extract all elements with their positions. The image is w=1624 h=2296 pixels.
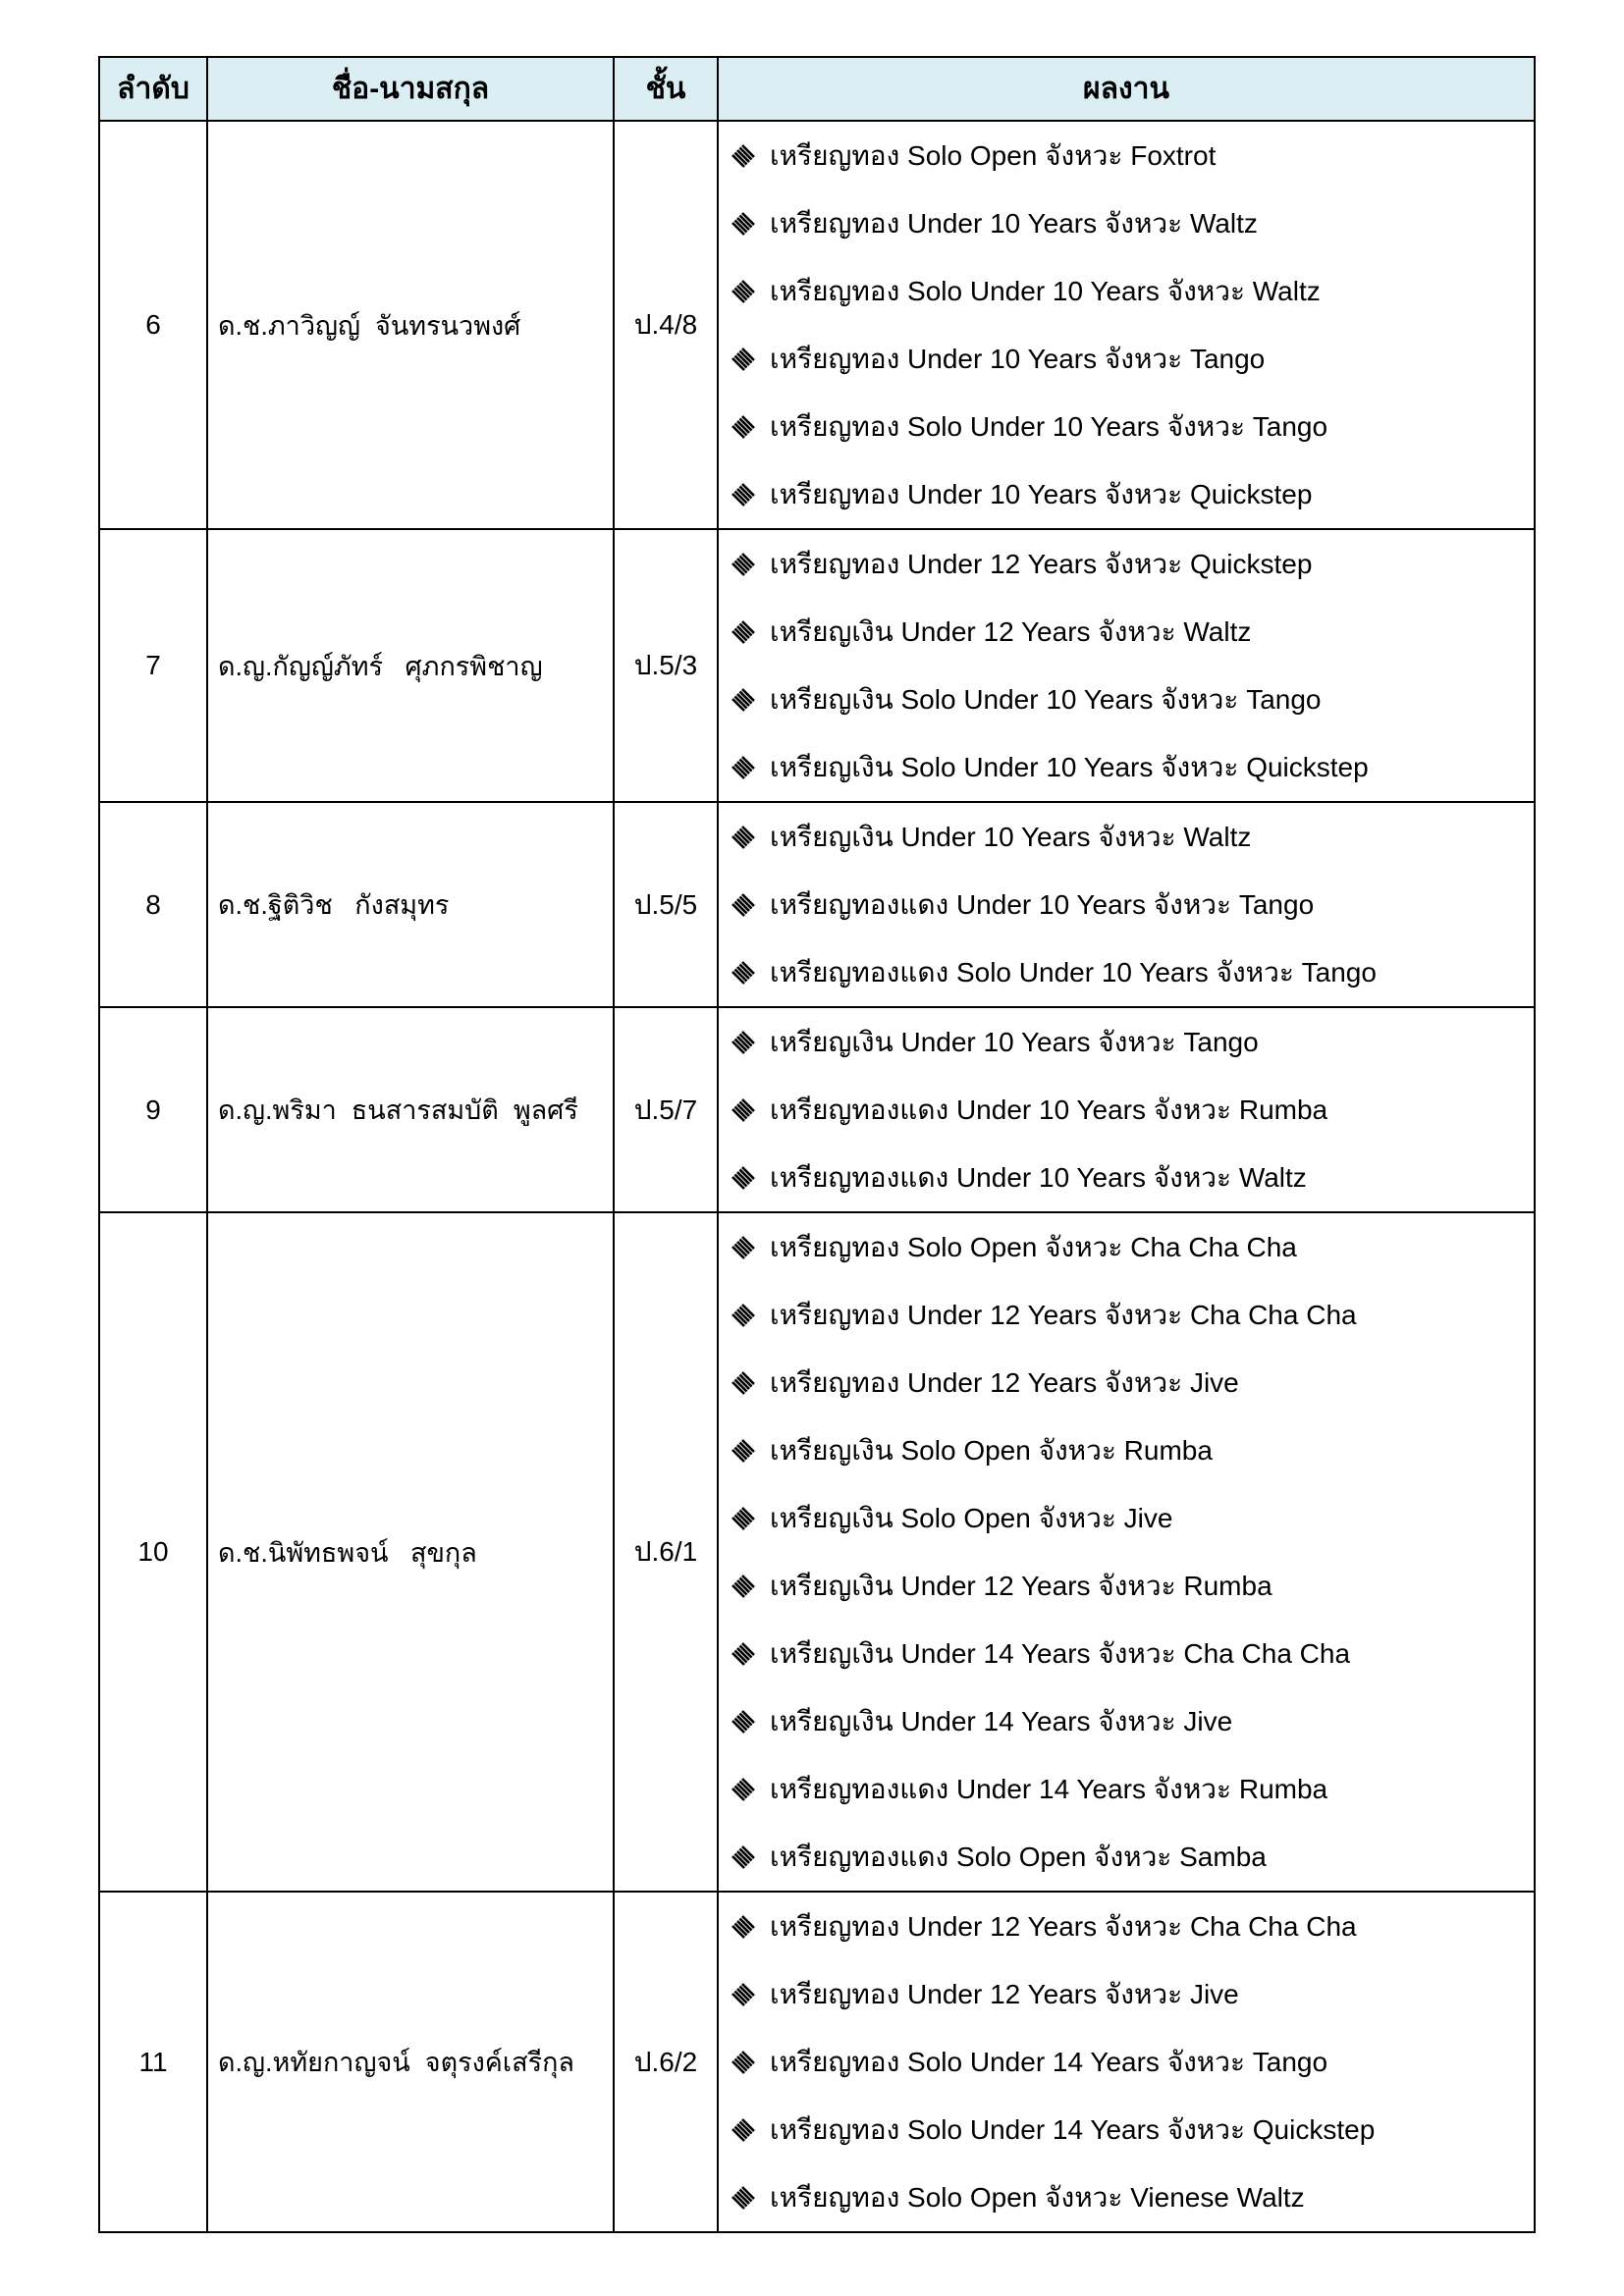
result-item xyxy=(731,122,1534,189)
table-row xyxy=(99,1212,1535,1892)
student-name: ด.ญ.กัญญ์ภัทร์ ศุภกรพิชาญ xyxy=(207,529,614,802)
student-name: ด.ญ.หทัยกาญจน์ จตุรงค์เสรีกุล xyxy=(207,1892,614,2232)
header-name: ชื่อ-นามสกุล xyxy=(207,57,614,121)
result-item xyxy=(731,2163,1534,2231)
student-name: ด.ช.ฐิติวิช กังสมุทร xyxy=(207,802,614,1007)
row-order-number: 11 xyxy=(99,1892,207,2232)
striped-diamond-bullet-icon xyxy=(731,1777,756,1802)
table-header xyxy=(99,57,1535,121)
striped-diamond-bullet-icon xyxy=(731,755,756,780)
striped-diamond-bullet-icon xyxy=(731,2185,756,2211)
result-item xyxy=(731,938,1534,1006)
result-text: เหรียญเงิน Solo Under 10 Years จังหวะ Quickstep xyxy=(770,751,1369,782)
striped-diamond-bullet-icon xyxy=(731,1030,756,1055)
results-cell xyxy=(718,802,1535,1007)
result-item xyxy=(731,598,1534,666)
striped-diamond-bullet-icon xyxy=(731,687,756,713)
striped-diamond-bullet-icon xyxy=(731,1097,756,1123)
table-row xyxy=(99,1892,1535,2232)
result-item xyxy=(731,2028,1534,2096)
result-item xyxy=(731,1620,1534,1687)
result-item xyxy=(731,393,1534,460)
striped-diamond-bullet-icon xyxy=(731,1641,756,1667)
student-class: ป.6/2 xyxy=(614,1892,718,2232)
result-item xyxy=(731,871,1534,938)
results-cell xyxy=(718,529,1535,802)
student-class: ป.5/3 xyxy=(614,529,718,802)
result-item xyxy=(731,257,1534,325)
striped-diamond-bullet-icon xyxy=(731,1303,756,1328)
striped-diamond-bullet-icon xyxy=(731,619,756,645)
row-order-number: 10 xyxy=(99,1212,207,1892)
result-text: เหรียญทอง Under 12 Years จังหวะ Cha Cha Cha xyxy=(770,1910,1357,1942)
table-body xyxy=(99,121,1535,2232)
result-text: เหรียญทอง Under 12 Years จังหวะ Jive xyxy=(770,1366,1239,1398)
result-item xyxy=(731,1823,1534,1891)
header-row xyxy=(99,57,1535,121)
result-text: เหรียญเงิน Under 14 Years จังหวะ Cha Cha Cha xyxy=(770,1637,1351,1669)
striped-diamond-bullet-icon xyxy=(731,1235,756,1260)
striped-diamond-bullet-icon xyxy=(731,2117,756,2143)
table-row xyxy=(99,529,1535,802)
student-class: ป.5/7 xyxy=(614,1007,718,1212)
striped-diamond-bullet-icon xyxy=(731,892,756,918)
student-name: ด.ช.นิพัทธพจน์ สุขกุล xyxy=(207,1212,614,1892)
striped-diamond-bullet-icon xyxy=(731,279,756,304)
table-row xyxy=(99,802,1535,1007)
result-item xyxy=(731,1687,1534,1755)
result-item xyxy=(731,2096,1534,2163)
row-order-number: 7 xyxy=(99,529,207,802)
results-cell xyxy=(718,1892,1535,2232)
result-item xyxy=(731,530,1534,598)
result-item xyxy=(731,1893,1534,1960)
striped-diamond-bullet-icon xyxy=(731,211,756,237)
result-item xyxy=(731,803,1534,871)
result-item xyxy=(731,325,1534,393)
results-cell xyxy=(718,1212,1535,1892)
result-text: เหรียญทอง Solo Under 14 Years จังหวะ Tango xyxy=(770,2046,1328,2077)
student-name: ด.ญ.พริมา ธนสารสมบัติ พูลศรี xyxy=(207,1007,614,1212)
result-item xyxy=(731,460,1534,528)
result-text: เหรียญทอง Solo Under 14 Years จังหวะ Quickstep xyxy=(770,2113,1376,2145)
result-text: เหรียญทองแดง Under 10 Years จังหวะ Rumba xyxy=(770,1094,1328,1125)
result-text: เหรียญเงิน Under 10 Years จังหวะ Waltz xyxy=(770,821,1252,852)
result-item xyxy=(731,1076,1534,1144)
result-item xyxy=(731,1144,1534,1211)
result-text: เหรียญทอง Solo Open จังหวะ Cha Cha Cha xyxy=(770,1231,1297,1262)
result-text: เหรียญเงิน Solo Under 10 Years จังหวะ Tango xyxy=(770,683,1322,715)
striped-diamond-bullet-icon xyxy=(731,960,756,986)
result-text: เหรียญทองแดง Under 14 Years จังหวะ Rumba xyxy=(770,1773,1328,1804)
header-results: ผลงาน xyxy=(718,57,1535,121)
result-text: เหรียญทอง Solo Under 10 Years จังหวะ Tango xyxy=(770,410,1328,442)
result-item xyxy=(731,1755,1534,1823)
striped-diamond-bullet-icon xyxy=(731,825,756,850)
table-row xyxy=(99,1007,1535,1212)
table-row xyxy=(99,121,1535,529)
result-text: เหรียญทอง Under 10 Years จังหวะ Quickstep xyxy=(770,478,1313,509)
student-name: ด.ช.ภาวิญญ์ จันทรนวพงศ์ xyxy=(207,121,614,529)
result-item xyxy=(731,1281,1534,1349)
result-text: เหรียญเงิน Solo Open จังหวะ Rumba xyxy=(770,1434,1213,1466)
striped-diamond-bullet-icon xyxy=(731,552,756,577)
result-text: เหรียญเงิน Under 12 Years จังหวะ Rumba xyxy=(770,1570,1272,1601)
striped-diamond-bullet-icon xyxy=(731,1506,756,1531)
results-cell xyxy=(718,121,1535,529)
result-item xyxy=(731,1416,1534,1484)
striped-diamond-bullet-icon xyxy=(731,1370,756,1396)
result-text: เหรียญเงิน Under 12 Years จังหวะ Waltz xyxy=(770,615,1252,647)
striped-diamond-bullet-icon xyxy=(731,1709,756,1735)
striped-diamond-bullet-icon xyxy=(731,1982,756,2007)
striped-diamond-bullet-icon xyxy=(731,1844,756,1870)
striped-diamond-bullet-icon xyxy=(731,1438,756,1464)
student-class: ป.4/8 xyxy=(614,121,718,529)
result-item xyxy=(731,733,1534,801)
result-text: เหรียญเงิน Solo Open จังหวะ Jive xyxy=(770,1502,1173,1533)
student-class: ป.6/1 xyxy=(614,1212,718,1892)
result-text: เหรียญทองแดง Under 10 Years จังหวะ Tango xyxy=(770,888,1315,920)
awards-table xyxy=(98,56,1536,2233)
striped-diamond-bullet-icon xyxy=(731,1914,756,1940)
result-text: เหรียญทอง Under 12 Years จังหวะ Cha Cha Cha xyxy=(770,1299,1357,1330)
result-text: เหรียญทองแดง Solo Under 10 Years จังหวะ Tango xyxy=(770,956,1377,988)
result-text: เหรียญทอง Under 12 Years จังหวะ Quickstep xyxy=(770,548,1313,579)
result-item xyxy=(731,189,1534,257)
row-order-number: 8 xyxy=(99,802,207,1007)
result-item xyxy=(731,1349,1534,1416)
header-class: ชั้น xyxy=(614,57,718,121)
striped-diamond-bullet-icon xyxy=(731,482,756,507)
student-class: ป.5/5 xyxy=(614,802,718,1007)
striped-diamond-bullet-icon xyxy=(731,1165,756,1191)
result-text: เหรียญทอง Under 10 Years จังหวะ Tango xyxy=(770,343,1266,374)
striped-diamond-bullet-icon xyxy=(731,347,756,372)
result-text: เหรียญทอง Under 12 Years จังหวะ Jive xyxy=(770,1978,1239,2009)
row-order-number: 9 xyxy=(99,1007,207,1212)
striped-diamond-bullet-icon xyxy=(731,414,756,440)
result-item xyxy=(731,666,1534,733)
striped-diamond-bullet-icon xyxy=(731,143,756,169)
result-text: เหรียญทอง Solo Open จังหวะ Vienese Waltz xyxy=(770,2181,1305,2213)
result-text: เหรียญทองแดง Solo Open จังหวะ Samba xyxy=(770,1841,1267,1872)
results-cell xyxy=(718,1007,1535,1212)
result-text: เหรียญเงิน Under 14 Years จังหวะ Jive xyxy=(770,1705,1233,1736)
result-text: เหรียญทอง Under 10 Years จังหวะ Waltz xyxy=(770,207,1258,239)
result-text: เหรียญทอง Solo Open จังหวะ Foxtrot xyxy=(770,139,1217,171)
striped-diamond-bullet-icon xyxy=(731,1574,756,1599)
header-order: ลำดับ xyxy=(99,57,207,121)
result-item xyxy=(731,1008,1534,1076)
result-item xyxy=(731,1484,1534,1552)
striped-diamond-bullet-icon xyxy=(731,2050,756,2075)
result-text: เหรียญทอง Solo Under 10 Years จังหวะ Waltz xyxy=(770,275,1321,306)
result-item xyxy=(731,1552,1534,1620)
result-item xyxy=(731,1960,1534,2028)
result-text: เหรียญเงิน Under 10 Years จังหวะ Tango xyxy=(770,1026,1259,1057)
result-item xyxy=(731,1213,1534,1281)
result-text: เหรียญทองแดง Under 10 Years จังหวะ Waltz xyxy=(770,1161,1307,1193)
row-order-number: 6 xyxy=(99,121,207,529)
